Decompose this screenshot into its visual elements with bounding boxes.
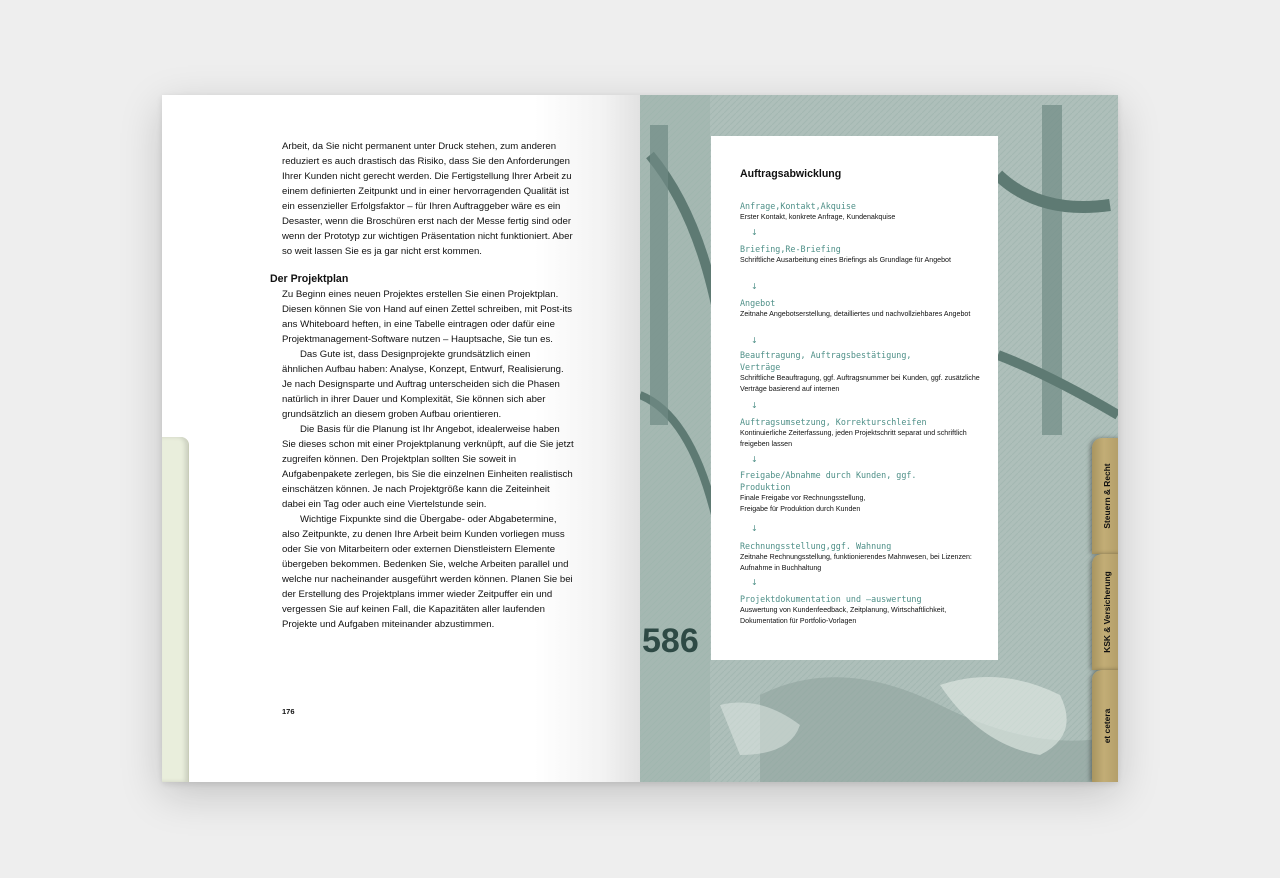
tab-label: KSK & Versicherung xyxy=(1102,571,1112,653)
step-description: Finale Freigabe vor Rechnungsstellung, Freigabe für Produktion durch Kunden xyxy=(740,494,866,513)
step-description: Erster Kontakt, konkrete Anfrage, Kundenakquise xyxy=(740,213,896,221)
right-page xyxy=(640,95,1118,782)
body-text-column xyxy=(270,139,574,632)
step-name: Angebot xyxy=(740,298,776,308)
down-arrow-icon: ↓ xyxy=(751,524,758,533)
process-step xyxy=(740,540,980,574)
paragraph-intro: Arbeit, da Sie nicht permanent unter Druck stehen, zum anderen reduziert es auch drastisch das Risiko, dass Sie den Anforderungen Ihrer Kunden nicht gerecht werden. Die Fertigstellung Ihrer Arbeit zu einem definierten Zeitpunkt und in einer hervorragenden Qualität ist ein essenzieller Erfolgsfaktor – für Ihren Auftraggeber wäre es ein Desaster, wenn die Broschüren erst nach der Messe fertig sind oder wenn der Prototyp zur wichtigen Präsentation nicht funktioniert. Aber so weit lassen Sie es ja gar nicht erst kommen. xyxy=(282,141,573,257)
down-arrow-icon: ↓ xyxy=(751,455,758,464)
step-name: Auftragsumsetzung, Korrekturschleifen xyxy=(740,417,927,427)
page-number: 176 xyxy=(282,707,295,716)
process-step xyxy=(740,243,980,266)
paragraph: Wichtige Fixpunkte sind die Übergabe- oder Abgabetermine, also Zeitpunkte, zu denen Ihre Arbeit beim Kunden vorliegen muss oder Sie von Mitarbeitern oder externen Dienstleistern Elemente übergeben bekommen. Bedenken Sie, welche Arbeiten parallel und welche nur nacheinander ausgeführt werden können. Planen Sie bei der Erstellung des Projektplans immer wieder Zeitpuffer ein und vergessen Sie auf keinen Fall, die Kapazitäten aller laufenden Projekte und Aufgaben miteinander abzustimmen. xyxy=(282,514,573,630)
step-name: Freigabe/Abnahme durch Kunden, ggf. Produktion xyxy=(740,470,917,492)
banknote-serial-digits: 586 xyxy=(642,622,699,660)
left-page-register-tab xyxy=(162,437,189,782)
down-arrow-icon: ↓ xyxy=(751,282,758,291)
left-page xyxy=(162,95,640,782)
step-description: Kontinuierliche Zeiterfassung, jeden Projektschritt separat und schriftlich freigeben lassen xyxy=(740,429,967,448)
tab-label: Steuern & Recht xyxy=(1102,463,1112,529)
down-arrow-icon: ↓ xyxy=(751,401,758,410)
step-name: Briefing,Re-Briefing xyxy=(740,244,841,254)
step-description: Schriftliche Ausarbeitung eines Briefings als Grundlage für Angebot xyxy=(740,256,951,264)
process-step xyxy=(740,200,980,223)
process-step xyxy=(740,469,980,515)
tab-label: et cetera xyxy=(1102,708,1112,744)
paragraph: Zu Beginn eines neuen Projektes erstellen Sie einen Projektplan. Diesen können Sie von Hand auf einen Zettel schreiben, mit Post-its ans Whiteboard heften, in eine Tabelle eintragen oder dafür eine Projektmanagement-Software nutzen – Hauptsache, Sie tun es. xyxy=(282,289,573,345)
section-heading: Der Projektplan xyxy=(270,273,349,285)
step-name: Anfrage,Kontakt,Akquise xyxy=(740,201,856,211)
down-arrow-icon: ↓ xyxy=(751,228,758,237)
step-description: Zeitnahe Rechnungsstellung, funktionierendes Mahnwesen, bei Lizenzen: Aufnahme in Buchhaltung xyxy=(740,553,972,572)
card-title: Auftragsabwicklung xyxy=(740,168,842,180)
step-description: Schriftliche Beauftragung, ggf. Auftragsnummer bei Kunden, ggf. zusätzliche Verträge basierend auf internen xyxy=(740,374,980,393)
process-step xyxy=(740,297,980,320)
open-book xyxy=(162,95,1118,782)
step-name: Projektdokumentation und –auswertung xyxy=(740,594,922,604)
paragraph: Das Gute ist, dass Designprojekte grundsätzlich einen ähnlichen Aufbau haben: Analyse, Konzept, Entwurf, Realisierung. Je nach Designsparte und Auftrag unterscheiden sich die Phasen natürlich in ihrer Dauer und Komplexität, Sie können sich aber grundsätzlich an diesem groben Aufbau orientieren. xyxy=(282,349,564,420)
step-description: Auswertung von Kundenfeedback, Zeitplanung, Wirtschaftlichkeit, Dokumentation für Portfolio-Vorlagen xyxy=(740,606,947,625)
paragraph: Die Basis für die Planung ist Ihr Angebot, idealerweise haben Sie dieses schon mit einer Projektplanung verknüpft, auf die Sie jetzt zugreifen können. Den Projektplan sollten Sie soweit in Aufgabenpakete zerlegen, bis Sie die einzelnen Einheiten realistisch einschätzen können. Je nach Projektgröße kann die Zeiteinheit dabei ein Tag oder auch eine Viertelstunde sein. xyxy=(282,424,574,510)
step-name: Rechnungsstellung,ggf. Wahnung xyxy=(740,541,892,551)
process-card xyxy=(711,136,998,660)
down-arrow-icon: ↓ xyxy=(751,336,758,345)
process-step xyxy=(740,416,980,450)
process-step xyxy=(740,349,980,395)
register-tab-ksk-versicherung[interactable] xyxy=(1092,554,1118,670)
step-description: Zeitnahe Angebotserstellung, detailliertes und nachvollziehbares Angebot xyxy=(740,310,971,318)
register-tab-steuern-recht[interactable] xyxy=(1092,438,1118,554)
process-step xyxy=(740,593,980,627)
register-tab-et-cetera[interactable] xyxy=(1092,670,1118,782)
down-arrow-icon: ↓ xyxy=(751,578,758,587)
step-name: Beauftragung, Auftragsbestätigung, Verträge xyxy=(740,350,912,372)
